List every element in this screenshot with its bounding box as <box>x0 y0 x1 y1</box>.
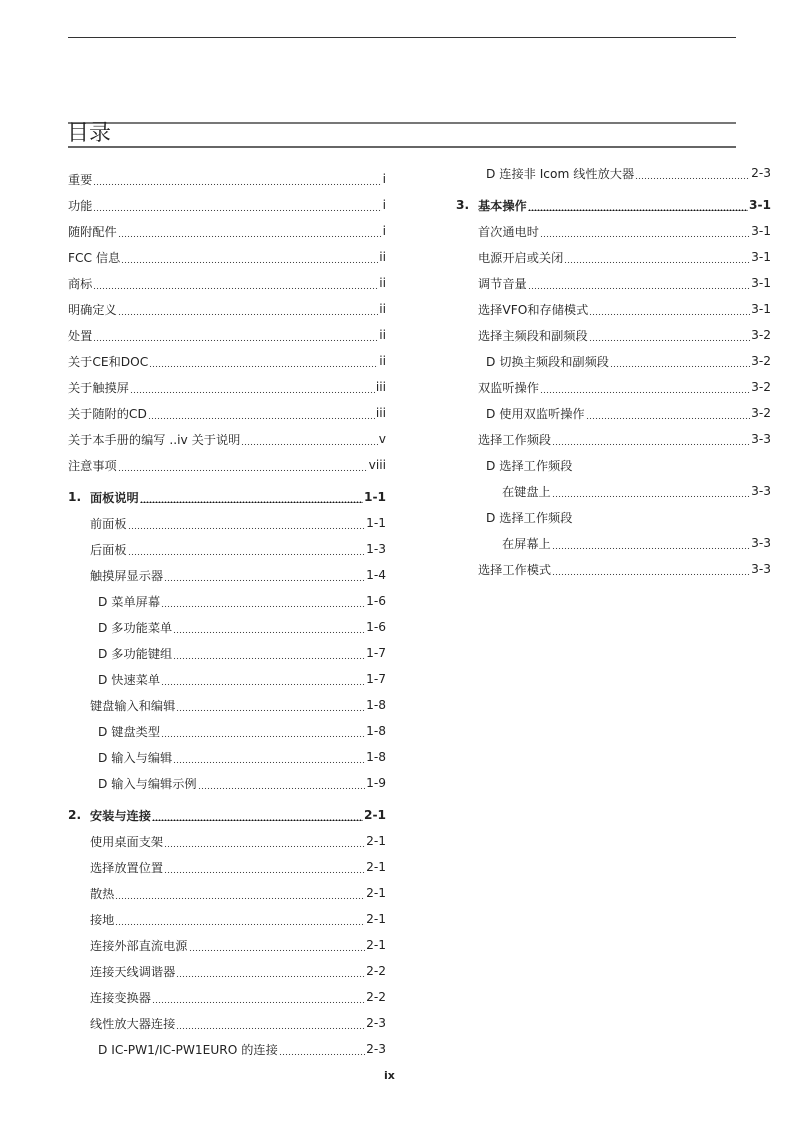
toc-entry-page: i <box>382 198 386 212</box>
dot-leader <box>540 225 750 237</box>
toc-entry[interactable] <box>68 932 386 958</box>
toc-entry-title: D 输入与编辑 <box>98 750 173 765</box>
dot-leader <box>589 303 750 315</box>
toc-entry-page: 2-1 <box>366 834 386 848</box>
toc-entry-title: 明确定义 <box>68 302 117 317</box>
toc-entry[interactable] <box>68 854 386 880</box>
toc-entry-title: D 多功能键组 <box>98 646 173 661</box>
toc-entry[interactable] <box>456 322 771 348</box>
toc-entry-title: 在屏幕上 <box>502 536 551 551</box>
toc-entry-title: 触摸屏显示器 <box>90 568 164 583</box>
toc-entry[interactable] <box>68 244 386 270</box>
toc-entry-page: 2-2 <box>366 964 386 978</box>
section-number: 1. <box>68 490 82 504</box>
toc-section-heading[interactable] <box>456 192 771 218</box>
dot-leader <box>118 225 382 237</box>
toc-entry-title: D 键盘类型 <box>98 724 161 739</box>
dot-leader <box>115 913 365 925</box>
toc-entry-title: 基本操作 <box>478 198 527 213</box>
dot-leader <box>115 887 365 899</box>
toc-entry[interactable] <box>68 296 386 322</box>
toc-entry[interactable] <box>68 270 386 296</box>
toc-entry-title: 连接外部直流电源 <box>90 938 188 953</box>
toc-entry-page: 3-2 <box>751 354 771 368</box>
toc-entry[interactable] <box>68 510 386 536</box>
toc-entry-title: D 选择工作频段 <box>486 510 573 525</box>
toc-entry-page: 1-6 <box>366 594 386 608</box>
toc-entry[interactable] <box>68 666 386 692</box>
dot-leader <box>552 485 750 497</box>
toc-entry-title: 选择主频段和副频段 <box>478 328 588 343</box>
dot-leader <box>189 939 366 951</box>
toc-section-heading[interactable] <box>68 484 386 510</box>
toc-entry-title: 连接变换器 <box>90 990 151 1005</box>
toc-entry-title: 重要 <box>68 172 93 187</box>
toc-entry[interactable] <box>68 984 386 1010</box>
toc-entry-title: 功能 <box>68 198 93 213</box>
toc-entry[interactable] <box>68 640 386 666</box>
dot-leader <box>130 381 375 393</box>
toc-entry-page: 1-4 <box>366 568 386 582</box>
toc-entry-page: ii <box>379 250 386 264</box>
toc-entry[interactable] <box>68 1036 386 1062</box>
dot-leader <box>528 277 750 289</box>
page-number: ix <box>384 1069 395 1082</box>
toc-entry-title: 前面板 <box>90 516 127 531</box>
dot-leader <box>173 621 365 633</box>
toc-entry-page: 2-2 <box>366 990 386 1004</box>
toc-entry-page: 1-8 <box>366 698 386 712</box>
toc-entry-page: 1-9 <box>366 776 386 790</box>
dot-leader <box>586 407 751 419</box>
dot-leader <box>152 809 363 821</box>
toc-entry-title: D 选择工作频段 <box>486 458 573 473</box>
toc-entry-title: 关于随附的CD <box>68 406 147 421</box>
dot-leader <box>552 537 750 549</box>
page-title: 目录 <box>67 121 112 146</box>
dot-leader <box>173 647 365 659</box>
toc-entry-page: 3-3 <box>751 562 771 576</box>
toc-entry-title: 调节音量 <box>478 276 527 291</box>
section-number: 2. <box>68 808 82 822</box>
toc-entry[interactable] <box>68 562 386 588</box>
toc-entry-title: D 多功能菜单 <box>98 620 173 635</box>
toc-entry-page: 2-1 <box>363 808 386 822</box>
toc-entry-page: iii <box>375 380 386 394</box>
toc-entry[interactable] <box>68 1010 386 1036</box>
toc-entry-title: D 切换主频段和副频段 <box>486 354 609 369</box>
toc-entry-page: 3-1 <box>751 302 771 316</box>
dot-leader <box>528 199 748 211</box>
section-number: 3. <box>456 198 470 212</box>
toc-entry-page: 2-3 <box>751 166 771 180</box>
toc-entry-page: 3-2 <box>751 406 771 420</box>
toc-entry-page: 3-3 <box>751 484 771 498</box>
toc-entry-title: D 连接非 Icom 线性放大器 <box>486 166 635 181</box>
toc-entry[interactable] <box>68 374 386 400</box>
toc-entry-page: iii <box>375 406 386 420</box>
toc-entry-page: 3-1 <box>751 276 771 290</box>
toc-entry-title: 选择放置位置 <box>90 860 164 875</box>
toc-entry-title: 选择工作模式 <box>478 562 552 577</box>
toc-entry-page: v <box>378 432 386 446</box>
toc-entry-page: 3-1 <box>751 250 771 264</box>
toc-entry-title: D 快速菜单 <box>98 672 161 687</box>
toc-entry-title: D 输入与编辑示例 <box>98 776 197 791</box>
toc-entry-title: 首次通电时 <box>478 224 539 239</box>
toc-entry[interactable] <box>68 770 386 796</box>
toc-entry-title: FCC 信息 <box>68 250 121 265</box>
toc-entry[interactable] <box>68 744 386 770</box>
header-rule <box>68 37 736 38</box>
dot-leader <box>118 459 368 471</box>
dot-leader <box>176 1017 365 1029</box>
toc-entry-title: 线性放大器连接 <box>90 1016 176 1031</box>
toc-entry-page: ii <box>379 354 386 368</box>
toc-entry-page: 2-3 <box>366 1042 386 1056</box>
dot-leader <box>173 751 365 763</box>
toc-entry-title: 安装与连接 <box>90 808 151 823</box>
toc-left-column <box>68 166 386 1062</box>
dot-leader <box>176 965 365 977</box>
dot-leader <box>161 673 365 685</box>
toc-entry[interactable] <box>68 348 386 374</box>
dot-leader <box>164 861 365 873</box>
dot-leader <box>161 725 365 737</box>
dot-leader <box>164 835 365 847</box>
dot-leader <box>564 251 750 263</box>
toc-entry-title: 电源开启或关闭 <box>478 250 564 265</box>
toc-entry-title: 关于本手册的编写 ..iv 关于说明 <box>68 432 241 447</box>
toc-entry[interactable] <box>68 614 386 640</box>
toc-entry[interactable] <box>456 374 771 400</box>
toc-entry[interactable] <box>68 192 386 218</box>
toc-entry-page: 1-7 <box>366 646 386 660</box>
toc-entry-title: 后面板 <box>90 542 127 557</box>
toc-entry-title: D 使用双监听操作 <box>486 406 585 421</box>
dot-leader <box>149 355 378 367</box>
toc-entry[interactable] <box>68 828 386 854</box>
dot-leader <box>589 329 750 341</box>
toc-entry-page: 2-1 <box>366 886 386 900</box>
toc-entry[interactable] <box>68 588 386 614</box>
toc-entry[interactable] <box>456 348 771 374</box>
toc-entry-page: 3-1 <box>751 224 771 238</box>
toc-right-column <box>456 160 771 582</box>
toc-entry-page: 2-1 <box>366 860 386 874</box>
dot-leader <box>552 433 750 445</box>
toc-entry[interactable] <box>456 426 771 452</box>
dot-leader <box>176 699 365 711</box>
toc-section-heading[interactable] <box>68 802 386 828</box>
toc-entry-page: 2-1 <box>366 912 386 926</box>
toc-entry-page: ii <box>379 302 386 316</box>
toc-entry-page: 1-6 <box>366 620 386 634</box>
dot-leader <box>198 777 366 789</box>
toc-entry[interactable] <box>456 270 771 296</box>
toc-entry[interactable] <box>68 322 386 348</box>
dot-leader <box>118 303 378 315</box>
toc-entry-page: 1-8 <box>366 750 386 764</box>
dot-leader <box>573 459 770 471</box>
dot-leader <box>93 329 378 341</box>
toc-entry[interactable] <box>456 478 771 504</box>
title-rule-top <box>68 122 736 124</box>
dot-leader <box>279 1043 365 1055</box>
dot-leader <box>128 517 366 529</box>
toc-entry-page: 2-3 <box>366 1016 386 1030</box>
toc-entry-title: 选择VFO和存储模式 <box>478 302 589 317</box>
dot-leader <box>573 511 770 523</box>
dot-leader <box>93 277 378 289</box>
toc-entry-title: 连接天线调谐器 <box>90 964 176 979</box>
toc-entry[interactable] <box>456 160 771 186</box>
toc-entry[interactable] <box>68 906 386 932</box>
dot-leader <box>121 251 378 263</box>
toc-entry-page: 1-3 <box>366 542 386 556</box>
toc-entry-page: 2-1 <box>366 938 386 952</box>
toc-entry[interactable] <box>456 218 771 244</box>
dot-leader <box>93 173 381 185</box>
dot-leader <box>152 991 365 1003</box>
toc-entry[interactable] <box>456 296 771 322</box>
toc-entry[interactable] <box>68 718 386 744</box>
dot-leader <box>140 491 363 503</box>
toc-entry-title: D IC-PW1/IC-PW1EURO 的连接 <box>98 1042 278 1057</box>
dot-leader <box>128 543 366 555</box>
title-rule-bottom <box>68 146 736 148</box>
toc-entry[interactable] <box>456 504 771 530</box>
toc-entry[interactable] <box>456 556 771 582</box>
toc-entry-page: 3-1 <box>748 198 771 212</box>
toc-entry-title: 随附配件 <box>68 224 117 239</box>
toc-entry[interactable] <box>68 958 386 984</box>
toc-entry-page: 1-8 <box>366 724 386 738</box>
toc-entry-title: 关于触摸屏 <box>68 380 129 395</box>
toc-entry-page: ii <box>379 276 386 290</box>
dot-leader <box>161 595 365 607</box>
toc-entry-title: 在键盘上 <box>502 484 551 499</box>
toc-entry[interactable] <box>68 166 386 192</box>
toc-entry-title: 键盘输入和编辑 <box>90 698 176 713</box>
toc-entry-page: i <box>382 224 386 238</box>
toc-entry-title: D 菜单屏幕 <box>98 594 161 609</box>
toc-entry-page: 3-3 <box>751 432 771 446</box>
toc-entry[interactable] <box>68 536 386 562</box>
dot-leader <box>610 355 750 367</box>
toc-entry-page: 1-1 <box>366 516 386 530</box>
toc-entry-page: ii <box>379 328 386 342</box>
toc-entry-title: 散热 <box>90 886 115 901</box>
toc-entry-page: 3-3 <box>751 536 771 550</box>
toc-entry-title: 双监听操作 <box>478 380 539 395</box>
toc-entry-page: 3-2 <box>751 328 771 342</box>
toc-entry-page: 3-2 <box>751 380 771 394</box>
dot-leader <box>93 199 381 211</box>
toc-entry[interactable] <box>68 218 386 244</box>
toc-entry[interactable] <box>456 244 771 270</box>
toc-entry[interactable] <box>68 400 386 426</box>
toc-entry[interactable] <box>68 452 386 478</box>
dot-leader <box>635 167 750 179</box>
toc-entry-title: 商标 <box>68 276 93 291</box>
dot-leader <box>148 407 375 419</box>
dot-leader <box>241 433 377 445</box>
dot-leader <box>540 381 750 393</box>
toc-entry[interactable] <box>68 692 386 718</box>
toc-entry[interactable] <box>68 426 386 452</box>
dot-leader <box>552 563 750 575</box>
toc-entry-title: 接地 <box>90 912 115 927</box>
toc-entry-title: 使用桌面支架 <box>90 834 164 849</box>
toc-entry-page: viii <box>368 458 386 472</box>
toc-entry-title: 关于CE和DOC <box>68 354 149 369</box>
toc-entry-title: 面板说明 <box>90 490 139 505</box>
toc-entry[interactable] <box>68 880 386 906</box>
toc-entry[interactable] <box>456 530 771 556</box>
toc-entry-page: 1-7 <box>366 672 386 686</box>
toc-entry-title: 注意事项 <box>68 458 117 473</box>
toc-entry-title: 选择工作频段 <box>478 432 552 447</box>
toc-entry[interactable] <box>456 452 771 478</box>
toc-entry-page: 1-1 <box>363 490 386 504</box>
toc-entry-title: 处置 <box>68 328 93 343</box>
toc-entry-page: i <box>382 172 386 186</box>
toc-entry[interactable] <box>456 400 771 426</box>
dot-leader <box>164 569 365 581</box>
